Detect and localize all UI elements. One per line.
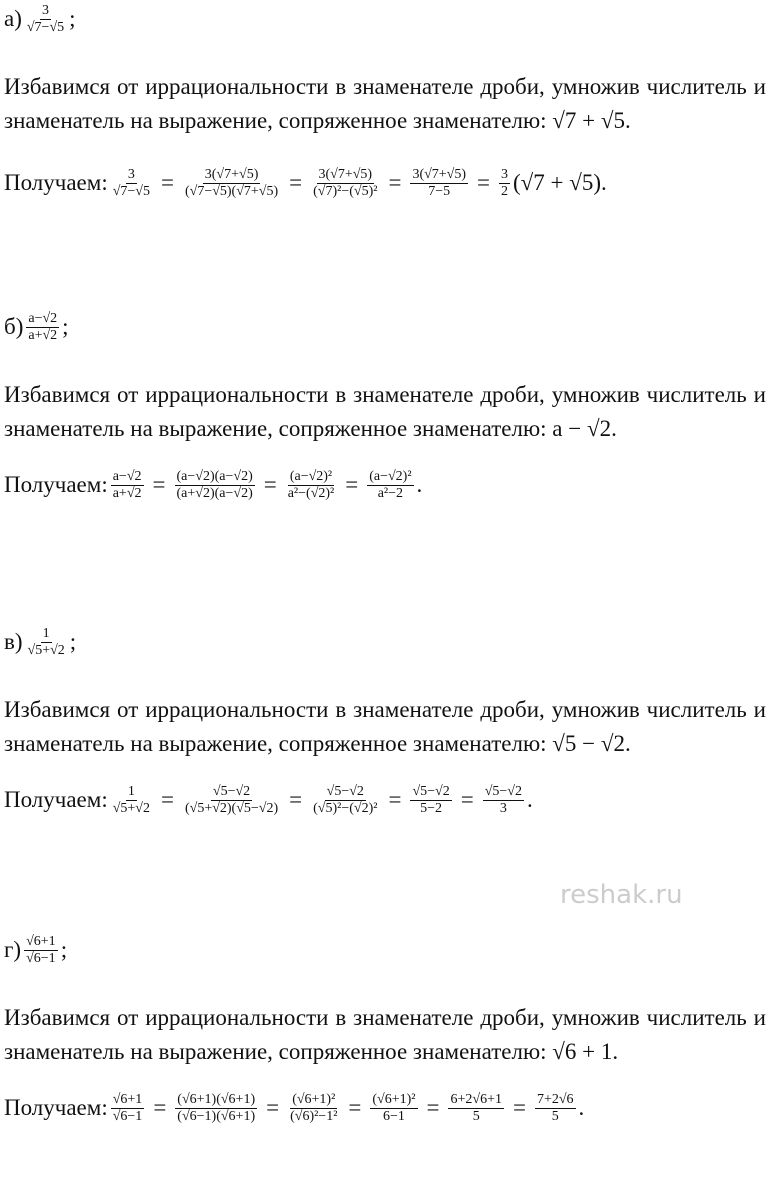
explanation-text: Избавимся от иррациональности в знаменателе дроби, умножив числитель и знаменатель на выражение, сопряженное знаменателю:: [4, 1005, 766, 1064]
numerator: 7+2√6: [536, 1091, 574, 1107]
equals-sign: =: [160, 170, 174, 195]
chain-fraction: [288, 1092, 339, 1125]
equals-sign: =: [426, 1095, 440, 1120]
numerator: 3(√7+√5): [318, 166, 373, 182]
problem-statement: а) $\frac{3}{√7-√5}$ ;: [4, 2, 76, 35]
spacer: [4, 446, 764, 468]
numerator: 3: [127, 166, 135, 182]
denominator: a+√2: [112, 485, 142, 501]
numerator: (a−√2)²: [289, 468, 333, 484]
chain-fraction: [183, 167, 280, 200]
equals-sign: =: [460, 787, 474, 812]
explanation-text: Избавимся от иррациональности в знаменателе дроби, умножив числитель и знаменатель на выражение, сопряженное знаменателю:: [4, 74, 766, 133]
denominator: 5: [551, 1108, 559, 1124]
denominator: √5+√2: [27, 642, 65, 658]
spacer: [4, 138, 764, 166]
spacer: [4, 36, 764, 70]
numerator: (a−√2)(a−√2): [176, 468, 253, 484]
numerator: 3: [501, 166, 509, 182]
spacer: [4, 967, 764, 1001]
chain-fraction: [448, 1092, 503, 1125]
spacer: [4, 344, 764, 378]
explanation: [4, 693, 766, 761]
problem-label: а): [4, 6, 22, 31]
denominator: a+√2: [28, 327, 58, 343]
problem-statement: в) $\frac{1}{√5+√2}$ ;: [4, 625, 77, 658]
numerator: 1: [42, 625, 50, 641]
conjugate-expression: √5 − √2.: [552, 731, 631, 756]
numerator: √6+1: [26, 933, 56, 949]
problem-statement: г) $\frac{√6+1}{√6-1}$ ;: [4, 933, 68, 966]
denominator: (√5+√2)(√5−√2): [184, 800, 279, 816]
spacer: [4, 659, 764, 693]
equals-sign: =: [153, 1095, 167, 1120]
equals-sign: =: [512, 1095, 526, 1120]
numerator: (√6+1)(√6+1): [177, 1091, 256, 1107]
denominator: a²−(√2)²: [287, 485, 335, 501]
problem-fraction: [26, 311, 59, 344]
result-tail: (√7 + √5).: [513, 170, 607, 195]
result-label: Получаем:: [4, 1095, 108, 1120]
explanation: [4, 70, 766, 138]
problem-fraction: [25, 3, 66, 36]
result-chain: [4, 783, 764, 817]
problem-statement: б) $\frac{a-√2}{a+√2}$ ;: [4, 310, 69, 343]
equals-sign: =: [263, 472, 277, 497]
denominator: (√5)²−(√2)²: [313, 800, 378, 816]
chain-fraction: [535, 1092, 576, 1125]
numerator: √5−√2: [212, 783, 251, 799]
denominator: (√7−√5)(√7+√5): [184, 183, 279, 199]
chain-fraction: [499, 167, 510, 200]
chain-fraction: [370, 1092, 417, 1125]
problem-label: б): [4, 314, 24, 339]
explanation: [4, 1001, 766, 1069]
chain-fraction: [311, 167, 379, 200]
denominator: (a+√2)(a−√2): [176, 485, 253, 501]
denominator: 6−1: [382, 1108, 405, 1124]
chain-fraction: [483, 784, 524, 817]
denominator: √6−1: [26, 950, 56, 966]
chain-fraction: [111, 167, 152, 200]
equals-sign: =: [289, 170, 303, 195]
result-label: Получаем:: [4, 170, 108, 195]
numerator: 1: [127, 783, 135, 799]
result-label: Получаем:: [4, 787, 108, 812]
numerator: 3(√7+√5): [204, 166, 259, 182]
equals-sign: =: [388, 787, 402, 812]
result-chain: [4, 468, 764, 502]
denominator: (√7)²−(√5)²: [313, 183, 378, 199]
numerator: a−√2: [28, 310, 58, 326]
result-chain: [4, 166, 764, 200]
chain-fraction: [367, 469, 413, 502]
numerator: √6+1: [112, 1091, 143, 1107]
result-tail: .: [578, 1095, 585, 1120]
numerator: √5−√2: [412, 783, 450, 799]
denominator: √7−√5: [112, 183, 150, 199]
chain-fraction: [175, 469, 255, 502]
denominator: (√6−1)(√6+1): [177, 1108, 256, 1124]
chain-fraction: [311, 784, 379, 817]
denominator: √5+√2: [112, 800, 150, 816]
chain-fraction: [111, 784, 152, 817]
chain-fraction: [410, 167, 468, 200]
chain-fraction: [183, 784, 280, 817]
equals-sign: =: [477, 170, 491, 195]
denominator: 2: [501, 183, 509, 199]
explanation-text: Избавимся от иррациональности в знаменателе дроби, умножив числитель и знаменатель на выражение, сопряженное знаменателю:: [4, 697, 766, 756]
problem-section-3: [4, 933, 764, 1125]
chain-fraction: [175, 1092, 257, 1125]
result-chain: [4, 1091, 764, 1125]
spacer: [4, 1069, 764, 1091]
problem-fraction: [24, 934, 58, 967]
conjugate-expression: √7 + √5.: [552, 108, 631, 133]
chain-fraction: [111, 469, 144, 502]
denominator: √6−1: [112, 1108, 143, 1124]
conjugate-expression: √6 + 1.: [552, 1039, 619, 1064]
denominator: 5−2: [420, 800, 443, 816]
equals-sign: =: [160, 787, 174, 812]
numerator: √5−√2: [326, 783, 364, 799]
explanation-text: Избавимся от иррациональности в знаменателе дроби, умножив числитель и знаменатель на выражение, сопряженное знаменателю:: [4, 382, 766, 441]
equals-sign: =: [388, 170, 402, 195]
numerator: 3(√7+√5): [412, 166, 467, 182]
numerator: (√6+1)²: [292, 1091, 336, 1107]
denominator: (√6)²−1²: [290, 1108, 338, 1124]
numerator: (√6+1)²: [372, 1091, 416, 1107]
problem-section-1: [4, 310, 764, 502]
numerator: 6+2√6+1: [450, 1091, 502, 1107]
numerator: 3: [42, 2, 49, 18]
result-tail: .: [416, 472, 423, 497]
denominator: 3: [499, 800, 507, 816]
chain-fraction: [111, 1092, 145, 1125]
equals-sign: =: [266, 1095, 280, 1120]
denominator: 5: [472, 1108, 480, 1124]
denominator: √7−√5: [26, 19, 65, 35]
spacer: [4, 761, 764, 783]
conjugate-expression: a − √2.: [552, 416, 617, 441]
result-label: Получаем:: [4, 472, 108, 497]
denominator: 7−5: [428, 183, 451, 199]
equals-sign: =: [345, 472, 359, 497]
chain-fraction: [410, 784, 451, 817]
problem-section-2: [4, 625, 764, 817]
equals-sign: =: [152, 472, 166, 497]
numerator: √5−√2: [484, 783, 522, 799]
result-tail: .: [526, 787, 533, 812]
problem-label: г): [4, 937, 22, 962]
denominator: a²−2: [377, 485, 404, 501]
explanation: [4, 378, 766, 446]
problem-section-0: [4, 2, 764, 200]
problem-label: в): [4, 629, 23, 654]
equals-sign: =: [348, 1095, 362, 1120]
chain-fraction: [286, 469, 337, 502]
watermark: reshak.ru: [560, 880, 683, 910]
numerator: (a−√2)²: [369, 468, 412, 484]
numerator: a−√2: [112, 468, 142, 484]
equals-sign: =: [289, 787, 303, 812]
problem-fraction: [26, 626, 67, 659]
